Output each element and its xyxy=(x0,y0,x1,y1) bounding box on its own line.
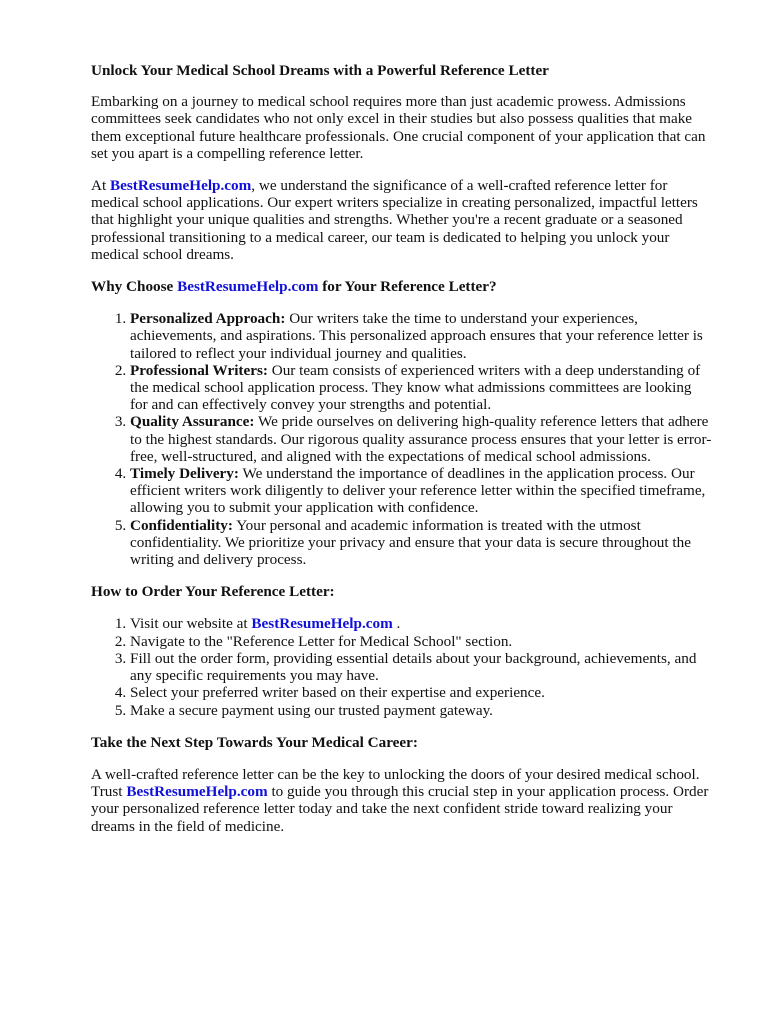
list-item xyxy=(130,517,712,569)
closing-line: A well-crafted reference letter can be the key to unlocking the doors of your desired medical school. xyxy=(91,765,700,783)
brand-link[interactable]: BestResumeHelp.com xyxy=(109,177,252,195)
closing-paragraph xyxy=(91,766,712,835)
order-heading: How to Order Your Reference Letter: xyxy=(91,583,335,601)
list-item xyxy=(130,413,712,465)
brand-link[interactable]: BestResumeHelp.com xyxy=(177,278,319,296)
benefit-label: Personalized Approach: xyxy=(130,310,286,328)
list-item xyxy=(130,310,712,362)
benefit-label: Confidentiality: xyxy=(130,516,233,534)
benefit-text: Our team consists of experienced writers with a deep understanding of the medical school application process. They know what admissions committees are looking for and can effectively convey your strengths and potential. xyxy=(130,361,701,414)
benefit-text: We understand the importance of deadlines in the application process. Our efficient writers work diligently to deliver your reference letter within the specified timeframe, allowing you to submit your application with confidence. xyxy=(130,465,706,517)
benefit-text: Our writers take the time to understand your experiences, achievements, and aspirations. This personalized approach ensures that your reference letter is tailored to reflect your individual journey and qualities. xyxy=(130,310,703,362)
brand-link[interactable]: BestResumeHelp.com xyxy=(126,783,268,801)
trust-prefix: Trust xyxy=(91,783,127,801)
about-prefix: At xyxy=(91,177,110,195)
list-item xyxy=(130,615,712,632)
about-paragraph xyxy=(91,177,712,263)
benefit-text: Your personal and academic information is treated with the utmost confidentiality. We prioritize your privacy and ensure that your data is secure throughout the writing and delivery process. xyxy=(130,516,691,569)
benefit-label: Quality Assurance: xyxy=(130,413,255,431)
why-heading xyxy=(91,278,712,295)
list-item xyxy=(130,362,712,414)
step-prefix: Visit our website at xyxy=(130,615,252,633)
list-item: 3. Fill out the order form, providing essential details about your background, achievements, and any specific requirements you may have. xyxy=(130,650,712,684)
benefits-list xyxy=(91,310,712,568)
step-suffix: . xyxy=(396,615,401,633)
page-title: Unlock Your Medical School Dreams with a Powerful Reference Letter xyxy=(91,62,549,79)
why-heading-suffix: for Your Reference Letter? xyxy=(322,278,497,296)
about-text: , we understand the significance of a well-crafted reference letter for medical school applications. Our expert writers specialize in creating personalized, impactful letters that highlight your unique qualities and strengths. Whether you're a recent graduate or a seasoned professional transitioning to a medical career, our team is dedicated to helping you unlock your medical school dreams. xyxy=(91,177,698,263)
list-item: 5. Make a secure payment using our trusted payment gateway. xyxy=(130,702,712,719)
trust-text: to guide you through this crucial step in your application process. Order your personalized reference letter today and take the next confident stride toward realizing your dreams in the field of medicine. xyxy=(91,783,709,835)
why-heading-prefix: Why Choose xyxy=(91,278,178,296)
intro-paragraph: Embarking on a journey to medical school requires more than just academic prowess. Admissions committees seek candidates who not only excel in their studies but also possess qualities that make them exceptional future healthcare professionals. One crucial component of your application that can set you apart is a compelling reference letter. xyxy=(91,93,706,162)
brand-link[interactable]: BestResumeHelp.com xyxy=(251,615,393,633)
benefit-text: We pride ourselves on delivering high-quality reference letters that adhere to the highest standards. Our rigorous quality assurance process ensures that your letter is error-free, well-structured, and aligned with the expectations of medical school admissions. xyxy=(130,413,712,465)
benefit-label: Timely Delivery: xyxy=(130,465,239,483)
list-item: 4. Select your preferred writer based on their expertise and experience. xyxy=(130,684,712,701)
benefit-label: Professional Writers: xyxy=(130,361,268,379)
list-item: 2. Navigate to the "Reference Letter for Medical School" section. xyxy=(130,633,712,650)
next-step-heading: Take the Next Step Towards Your Medical Career: xyxy=(91,733,418,751)
list-item xyxy=(130,465,712,517)
order-steps-list xyxy=(91,615,712,718)
